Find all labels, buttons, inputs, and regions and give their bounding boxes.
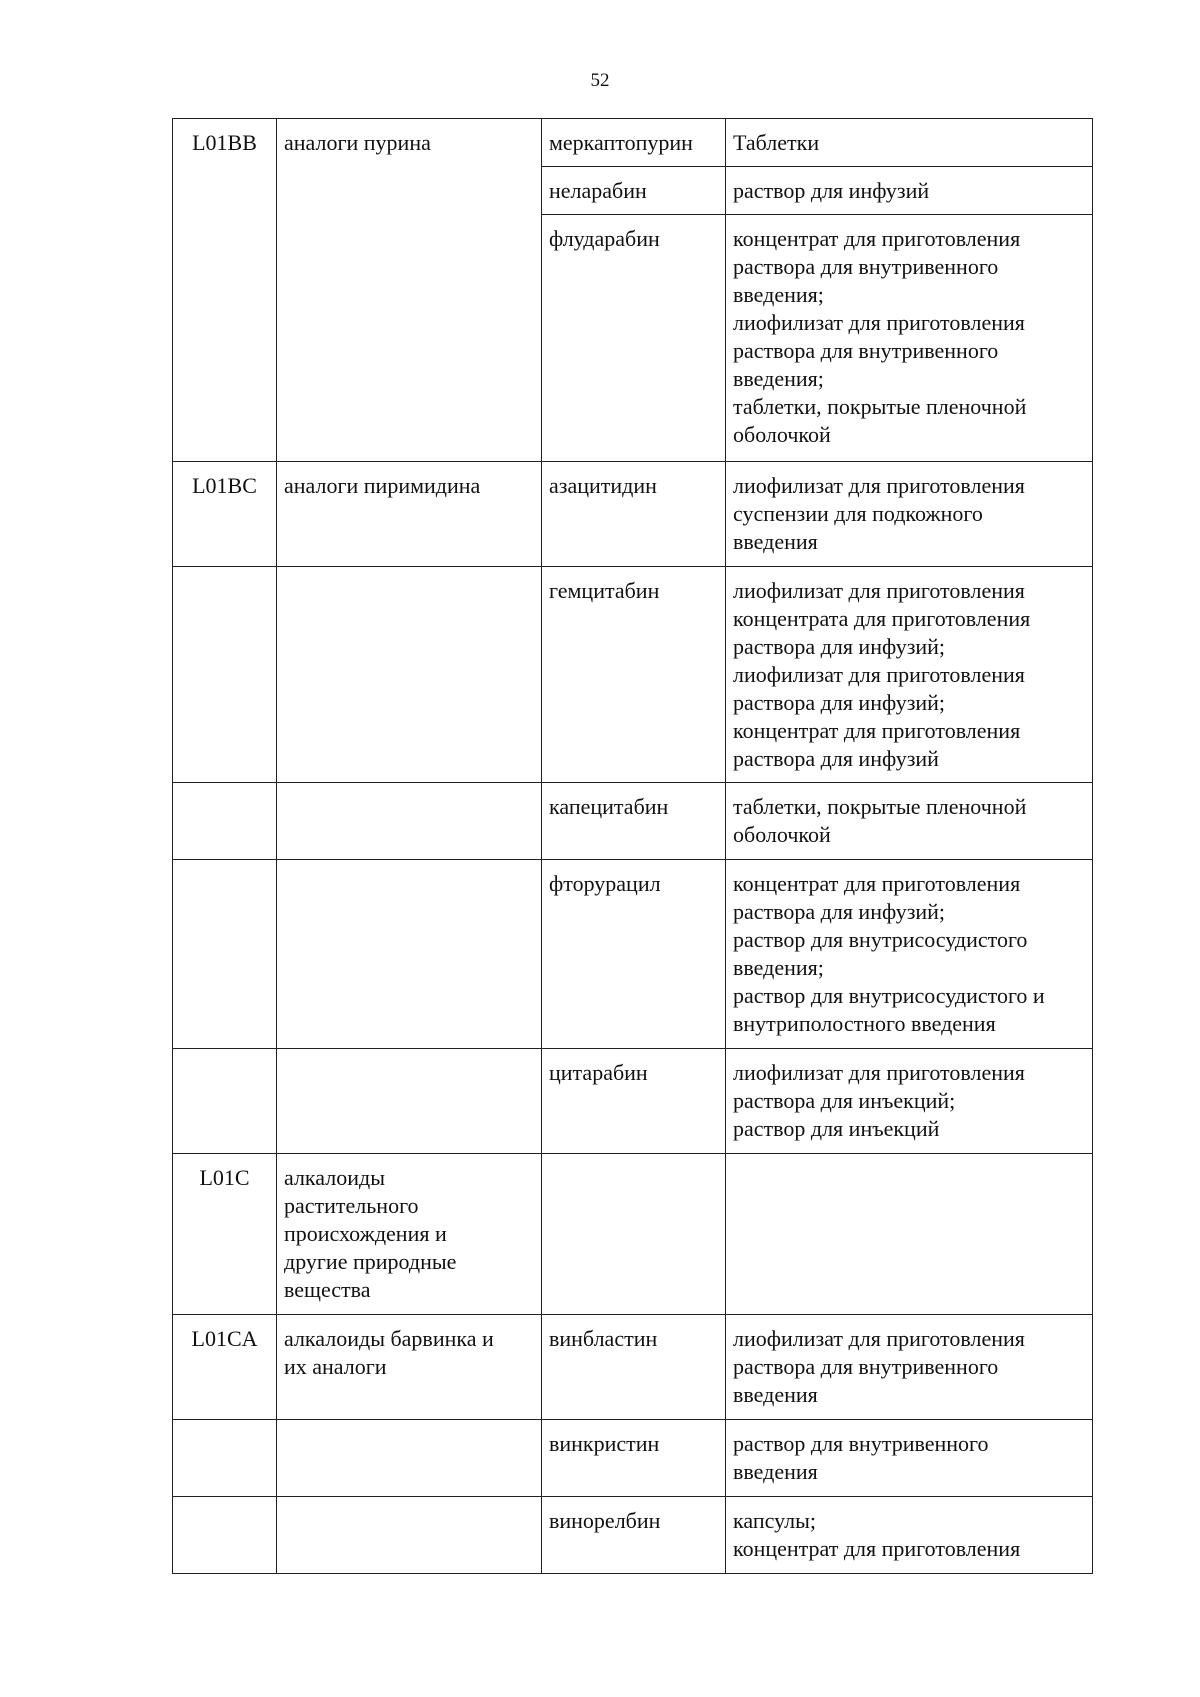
drug-name-cell: винбластин bbox=[542, 1315, 726, 1420]
atc-code-cell bbox=[173, 860, 277, 1049]
dosage-form-cell: лиофилизат для приготовления раствора для внутривенного введения bbox=[726, 1315, 1093, 1420]
drug-name-cell: флударабин bbox=[542, 215, 726, 462]
dosage-form-cell: концентрат для приготовления раствора для инфузий; раствор для внутрисосудистого введения; раствор для внутрисосудистого и внутриполостного введения bbox=[726, 860, 1093, 1049]
table-row bbox=[173, 119, 1093, 167]
table-row bbox=[173, 1497, 1093, 1574]
drug-name-cell: фторурацил bbox=[542, 860, 726, 1049]
atc-code-cell bbox=[173, 1420, 277, 1497]
group-name-cell bbox=[277, 860, 542, 1049]
group-name-cell: аналоги пиримидина bbox=[277, 462, 542, 567]
table-row bbox=[173, 1049, 1093, 1154]
dosage-form-cell: раствор для инфузий bbox=[726, 167, 1093, 215]
page-number: 52 bbox=[590, 70, 610, 91]
group-name-cell: алкалоиды барвинка и их аналоги bbox=[277, 1315, 542, 1420]
drug-name-cell: винорелбин bbox=[542, 1497, 726, 1574]
drug-name-cell: цитарабин bbox=[542, 1049, 726, 1154]
dosage-form-cell: лиофилизат для приготовления концентрата для приготовления раствора для инфузий; лиофилизат для приготовления раствора для инфузий; концентрат для приготовления раствора для инфузий bbox=[726, 567, 1093, 783]
atc-code-cell: L01C bbox=[173, 1154, 277, 1315]
atc-code-cell: L01BB bbox=[173, 119, 277, 462]
atc-code-cell bbox=[173, 567, 277, 783]
drug-name-cell: винкристин bbox=[542, 1420, 726, 1497]
table-row bbox=[173, 1154, 1093, 1315]
group-name-cell: аналоги пурина bbox=[277, 119, 542, 462]
dosage-form-cell: Таблетки bbox=[726, 119, 1093, 167]
group-name-cell bbox=[277, 567, 542, 783]
dosage-form-cell: концентрат для приготовления раствора для внутривенного введения; лиофилизат для приготовления раствора для внутривенного введения; таблетки, покрытые пленочной оболочкой bbox=[726, 215, 1093, 462]
drug-name-cell: гемцитабин bbox=[542, 567, 726, 783]
drug-name-cell: меркаптопурин bbox=[542, 119, 726, 167]
table-row bbox=[173, 1315, 1093, 1420]
dosage-form-cell bbox=[726, 1154, 1093, 1315]
table-row bbox=[173, 783, 1093, 860]
atc-code-cell bbox=[173, 1497, 277, 1574]
atc-code-cell: L01BC bbox=[173, 462, 277, 567]
table-row bbox=[173, 1420, 1093, 1497]
group-name-cell bbox=[277, 783, 542, 860]
table-row bbox=[173, 462, 1093, 567]
dosage-form-cell: раствор для внутривенного введения bbox=[726, 1420, 1093, 1497]
dosage-form-cell: таблетки, покрытые пленочной оболочкой bbox=[726, 783, 1093, 860]
atc-code-cell: L01CA bbox=[173, 1315, 277, 1420]
dosage-form-cell: лиофилизат для приготовления суспензии для подкожного введения bbox=[726, 462, 1093, 567]
group-name-cell bbox=[277, 1049, 542, 1154]
drug-name-cell: азацитидин bbox=[542, 462, 726, 567]
group-name-cell bbox=[277, 1497, 542, 1574]
atc-code-cell bbox=[173, 783, 277, 860]
group-name-cell: алкалоиды растительного происхождения и другие природные вещества bbox=[277, 1154, 542, 1315]
drug-name-cell bbox=[542, 1154, 726, 1315]
drug-name-cell: неларабин bbox=[542, 167, 726, 215]
table-row bbox=[173, 860, 1093, 1049]
table-row bbox=[173, 567, 1093, 783]
group-name-cell bbox=[277, 1420, 542, 1497]
atc-code-cell bbox=[173, 1049, 277, 1154]
drug-name-cell: капецитабин bbox=[542, 783, 726, 860]
dosage-form-cell: лиофилизат для приготовления раствора для инъекций; раствор для инъекций bbox=[726, 1049, 1093, 1154]
drug-table bbox=[172, 118, 1093, 1574]
dosage-form-cell: капсулы; концентрат для приготовления bbox=[726, 1497, 1093, 1574]
